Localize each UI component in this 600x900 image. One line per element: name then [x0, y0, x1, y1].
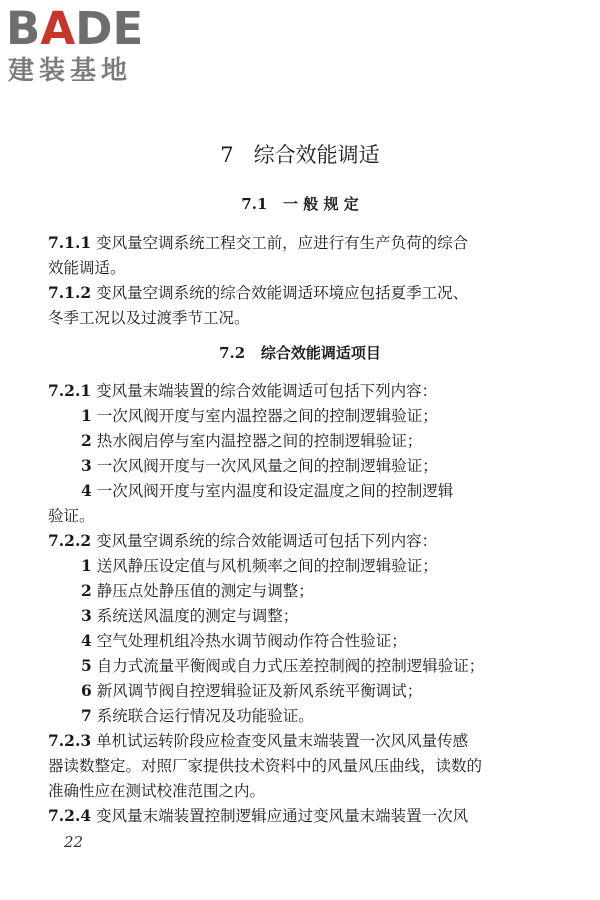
list-item-7-2-2-1	[81, 555, 568, 577]
item-text: 一次风阀开度与室内温控器之间的控制逻辑验证；	[91, 407, 438, 425]
item-number: 3	[81, 606, 92, 625]
item-text: 一次风阀开度与一次风风量之间的控制逻辑验证；	[91, 457, 438, 475]
list-item-7-2-1-2	[81, 430, 568, 452]
clause-7-2-1	[48, 380, 568, 402]
clause-7-1-1-cont	[48, 257, 568, 279]
section-title-7-1: 7.1 一 般 规 定	[241, 195, 359, 213]
list-item-7-2-2-4	[81, 630, 568, 652]
clause-number: 7.2.1	[48, 381, 92, 400]
item-number: 6	[81, 681, 92, 700]
item-number: 2	[81, 581, 92, 600]
item-number: 1	[81, 556, 92, 575]
clause-text: 变风量空调系统的综合效能调适可包括下列内容：	[91, 532, 438, 550]
item-text: 验证。	[48, 507, 95, 525]
list-item-7-2-2-2	[81, 580, 568, 602]
logo-letter-b: B	[6, 2, 41, 55]
clause-7-2-3-cont-1	[48, 755, 568, 777]
clause-number: 7.2.3	[48, 731, 92, 750]
item-text: 送风静压设定值与风机频率之间的控制逻辑验证；	[91, 557, 438, 575]
clause-7-2-3-cont-2	[48, 780, 568, 802]
list-item-7-2-2-7	[81, 705, 568, 727]
clause-number: 7.1.1	[48, 233, 92, 252]
clause-text: 变风量末端装置的综合效能调适可包括下列内容：	[91, 382, 438, 400]
logo-letter-a: A	[40, 2, 76, 55]
chapter-title: 7 综合效能调适	[220, 143, 380, 167]
clause-number: 7.2.4	[48, 806, 92, 825]
item-text: 热水阀启停与室内温控器之间的控制逻辑验证；	[91, 432, 423, 450]
clause-text: 冬季工况以及过渡季节工况。	[48, 309, 250, 327]
clause-7-1-1	[48, 232, 568, 254]
item-number: 3	[81, 456, 92, 475]
clause-7-2-2	[48, 530, 568, 552]
list-item-7-2-2-6	[81, 680, 568, 702]
item-number: 4	[81, 631, 92, 650]
clause-text: 变风量末端装置控制逻辑应通过变风量末端装置一次风	[91, 807, 469, 825]
item-number: 1	[81, 406, 92, 425]
clause-7-2-4	[48, 805, 568, 827]
list-item-7-2-1-3	[81, 455, 568, 477]
list-item-7-2-1-4-cont	[48, 505, 568, 527]
clause-text: 器读数整定。对照厂家提供技术资料中的风量风压曲线，读数的	[48, 757, 483, 775]
list-item-7-2-2-3	[81, 605, 568, 627]
item-text: 自力式流量平衡阀或自力式压差控制阀的控制逻辑验证；	[91, 657, 485, 675]
clause-text: 变风量空调系统的综合效能调适环境应包括夏季工况、	[91, 284, 469, 302]
item-text: 系统联合运行情况及功能验证。	[91, 707, 314, 725]
item-text: 一次风阀开度与室内温度和设定温度之间的控制逻辑	[91, 482, 454, 500]
clause-7-1-2	[48, 282, 568, 304]
logo-letters-de: DE	[75, 2, 144, 55]
list-item-7-2-1-1	[81, 405, 568, 427]
clause-text: 变风量空调系统工程交工前，应进行有生产负荷的综合	[91, 234, 469, 252]
item-number: 4	[81, 481, 92, 500]
clause-number: 7.1.2	[48, 283, 92, 302]
item-number: 2	[81, 431, 92, 450]
clause-text: 单机试运转阶段应检查变风量末端装置一次风风量传感	[91, 732, 469, 750]
clause-text: 准确性应在测试校准范围之内。	[48, 782, 266, 800]
clause-text: 效能调适。	[48, 259, 126, 277]
logo-subtitle: 建装基地	[8, 56, 133, 86]
clause-number: 7.2.2	[48, 531, 92, 550]
section-title-7-2: 7.2 综合效能调适项目	[219, 344, 381, 362]
clause-7-2-3	[48, 730, 568, 752]
item-number: 7	[81, 706, 92, 725]
logo-wordmark	[6, 4, 143, 54]
list-item-7-2-1-4	[81, 480, 568, 502]
item-text: 系统送风温度的测定与调整；	[91, 607, 299, 625]
list-item-7-2-2-5	[81, 655, 568, 677]
page-number: 22	[64, 833, 84, 851]
clause-7-1-2-cont	[48, 307, 568, 329]
item-number: 5	[81, 656, 92, 675]
item-text: 静压点处静压值的测定与调整；	[91, 582, 314, 600]
item-text: 空气处理机组冷热水调节阀动作符合性验证；	[91, 632, 407, 650]
item-text: 新风调节阀自控逻辑验证及新风系统平衡调试；	[91, 682, 423, 700]
bade-logo	[6, 4, 176, 92]
